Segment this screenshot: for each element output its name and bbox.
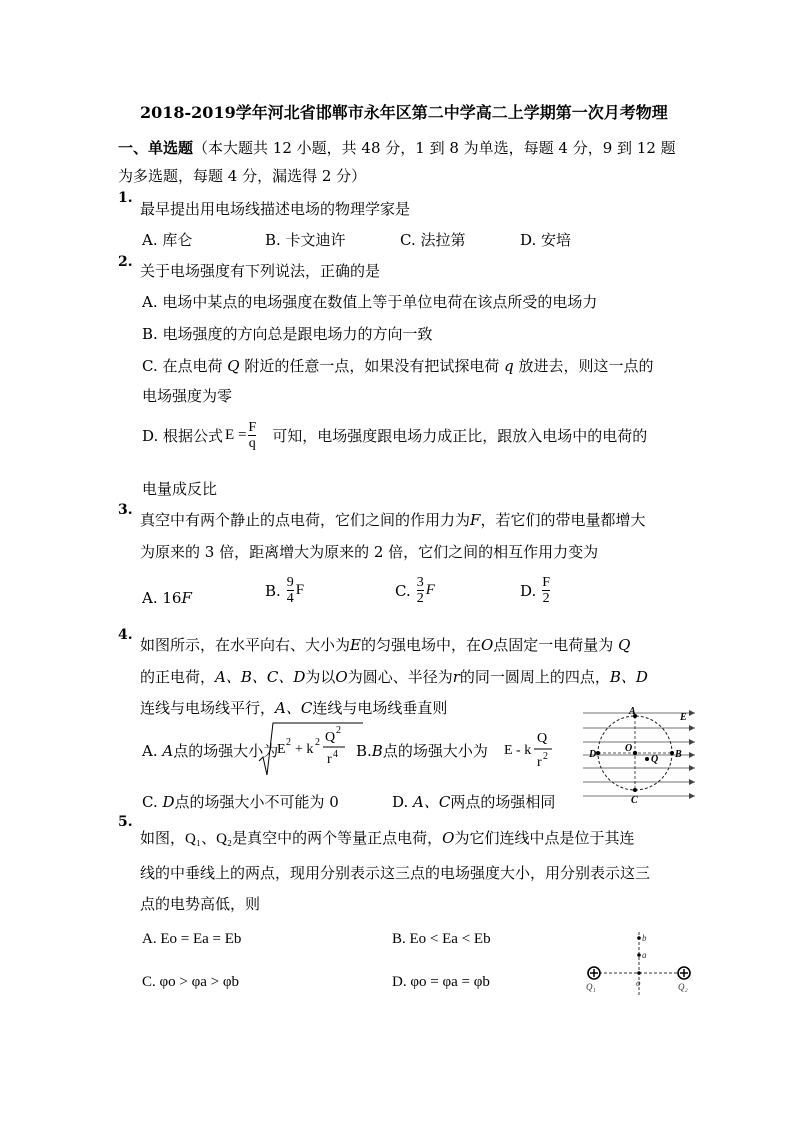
question-stem-line2: 为原来的 3 倍，距离增大为原来的 2 倍，它们之间的相互作用力变为	[140, 543, 599, 561]
question-stem: 关于电场强度有下列说法，正确的是	[140, 262, 381, 280]
svg-text:E: E	[277, 742, 286, 757]
fraction	[417, 575, 424, 606]
label-e: E	[680, 712, 687, 723]
question-stem-line2: 线的中垂线上的两点，现用分别表示这三点的电场强度大小，用分别表示这三	[140, 864, 651, 882]
option-b: B. Eo < Ea < Eb	[392, 931, 491, 947]
question-stem-line2	[140, 666, 648, 687]
formula-fraction	[248, 420, 256, 451]
fraction	[542, 575, 550, 606]
var-b: B	[371, 742, 383, 760]
svg-text:r: r	[327, 752, 332, 767]
label-d: D	[589, 749, 597, 760]
text: 点的场强大小不可能为 0	[174, 793, 339, 811]
denominator: 2	[542, 591, 550, 606]
question-number: 2.	[118, 254, 133, 270]
text: D.	[392, 793, 409, 811]
svg-text:r: r	[537, 755, 542, 770]
text: 连线与电场线垂直则	[312, 699, 448, 717]
var-f: F	[295, 582, 305, 598]
formula-a	[255, 717, 365, 779]
svg-text:2: 2	[336, 725, 341, 736]
numerator: F	[542, 575, 551, 590]
label-q: Q	[651, 754, 659, 765]
text: 为它们连线中点是位于其连	[454, 829, 635, 847]
option-c	[142, 791, 339, 812]
text: 附近的任意一点，如果没有把试探电荷	[244, 357, 500, 375]
text: 可知，电场强度跟电场力成正比，跟放入电场中的电荷的	[272, 427, 648, 445]
text: 是真空中的两个等量正点电荷，	[232, 829, 443, 847]
label-a: a	[642, 950, 647, 960]
var-points: A、C	[413, 793, 451, 811]
section-heading	[118, 137, 676, 158]
label-q1: Q₁	[586, 982, 596, 992]
section-description-line2: 为多选题，每题 4 分，漏选得 2 分）	[118, 167, 367, 185]
text: B.	[265, 581, 281, 600]
var-points: A、C	[275, 699, 313, 717]
label-o: o	[636, 978, 641, 988]
var-o: O	[335, 668, 348, 686]
svg-text:Q: Q	[325, 730, 336, 745]
svg-text:4: 4	[333, 749, 338, 760]
formula-b	[500, 728, 560, 774]
text: 的匀强电场中，在	[360, 636, 481, 654]
text: ，若它们的带电量都增大	[480, 511, 646, 529]
question-stem-line3	[140, 697, 447, 718]
text: C.	[395, 581, 411, 600]
svg-text:2: 2	[286, 737, 291, 748]
var-e: E	[350, 636, 361, 654]
var-r: r	[452, 668, 460, 686]
numerator: F	[248, 420, 257, 435]
option-d	[392, 791, 555, 812]
text: 的正电荷，	[140, 668, 216, 686]
fraction	[287, 575, 294, 606]
option-c: C. φo > φa > φb	[142, 974, 240, 990]
text: 真空中有两个静止的点电荷，它们之间的作用力为	[140, 511, 471, 529]
option-a	[142, 589, 192, 607]
denominator: 4	[286, 591, 294, 606]
fraction-formula	[500, 728, 560, 774]
section-heading-label: 一、单选题	[118, 139, 194, 157]
text: D. 根据公式	[142, 427, 224, 445]
option-d: D. φo = φa = φb	[392, 974, 490, 990]
svg-text:2: 2	[543, 751, 548, 762]
text: 点固定一电荷量为	[493, 636, 614, 654]
text: 连线与电场线平行，	[140, 699, 276, 717]
charges: Q₁、Q₂	[185, 831, 233, 847]
option-b: B. 电场强度的方向总是跟电场力的方向一致	[142, 325, 433, 343]
label-q2: Q₂	[678, 982, 688, 992]
sqrt-formula	[255, 717, 365, 779]
option-d: D. 安培	[520, 231, 572, 249]
text: D.	[520, 581, 537, 600]
option-b	[265, 575, 304, 606]
question-number: 3.	[118, 502, 133, 518]
option-d	[142, 420, 647, 451]
label-b: b	[642, 933, 647, 943]
var-points: A、B、C、D	[215, 668, 306, 686]
numerator: 9	[286, 575, 294, 590]
text: A. 16	[142, 589, 182, 607]
text: B.	[356, 742, 372, 760]
var-d: D	[162, 793, 175, 811]
var-o: O	[480, 636, 494, 654]
formula-lhs: E =	[225, 427, 247, 443]
svg-text:+ k: + k	[295, 742, 314, 757]
question-stem	[140, 509, 645, 530]
svg-text:Q: Q	[537, 731, 548, 746]
option-a: A. Eo = Ea = Eb	[142, 931, 242, 947]
denominator: 2	[416, 591, 424, 606]
var-f: F	[470, 511, 481, 529]
label-b: B	[675, 749, 682, 760]
option-c	[395, 575, 435, 606]
electric-field-figure	[583, 705, 698, 805]
charges-diagram	[582, 928, 697, 1000]
text: 为以	[305, 668, 336, 686]
text: A.	[142, 742, 158, 760]
text: 两点的场强相同	[450, 793, 556, 811]
text: 如图所示，在水平向右、大小为	[140, 636, 351, 654]
var-points: B、D	[609, 668, 648, 686]
var-q: Q	[618, 636, 631, 654]
var-f: F	[181, 589, 192, 607]
label-a: A	[629, 706, 636, 717]
text: C.	[142, 793, 158, 811]
label-c: C	[631, 795, 638, 805]
page-title: 2018-2019学年河北省邯郸市永年区第二中学高二上学期第一次月考物理	[140, 103, 668, 122]
var-a: A	[162, 742, 174, 760]
option-d-line2: 电量成反比	[142, 480, 218, 498]
option-c: C. 法拉第	[400, 231, 466, 249]
section-description: （本大题共 12 小题，共 48 分，1 到 8 为单选，每题 4 分，9 到 12 题	[193, 139, 676, 157]
text: C. 在点电荷	[142, 357, 223, 375]
field-diagram	[583, 705, 698, 805]
var-o: O	[442, 829, 455, 847]
option-b: B. 卡文迪许	[265, 231, 346, 249]
charges-figure	[582, 928, 697, 1000]
question-stem	[140, 827, 634, 848]
var-q: Q	[227, 357, 240, 375]
svg-text:E - k: E - k	[504, 743, 532, 758]
question-number: 1.	[118, 190, 133, 206]
denominator: q	[248, 436, 256, 451]
var-f: F	[425, 582, 435, 598]
text: 点的场强大小为	[382, 742, 488, 760]
option-c-line2: 电场强度为零	[142, 387, 233, 405]
svg-text:2: 2	[315, 737, 320, 748]
option-c	[142, 355, 654, 376]
option-a: A. 电场中某点的电场强度在数值上等于单位电荷在该点所受的电场力	[142, 293, 598, 311]
question-stem-line3: 点的电势高低，则	[140, 895, 261, 913]
question-number: 5.	[118, 814, 133, 830]
option-a: A. 库仑	[142, 231, 193, 249]
text: 的同一圆周上的四点，	[459, 668, 610, 686]
option-b	[356, 740, 488, 761]
text: 如图，	[140, 829, 186, 847]
text: 点的场强大小为	[173, 742, 279, 760]
text: 放进去，则这一点的	[518, 357, 654, 375]
option-d	[520, 575, 552, 606]
question-stem: 最早提出用电场线描述电场的物理学家是	[140, 200, 411, 218]
question-stem	[140, 634, 630, 655]
label-o: O	[625, 743, 633, 754]
numerator: 3	[416, 575, 424, 590]
text: 为圆心、半径为	[347, 668, 453, 686]
var-q: q	[504, 357, 514, 375]
question-number: 4.	[118, 627, 133, 643]
